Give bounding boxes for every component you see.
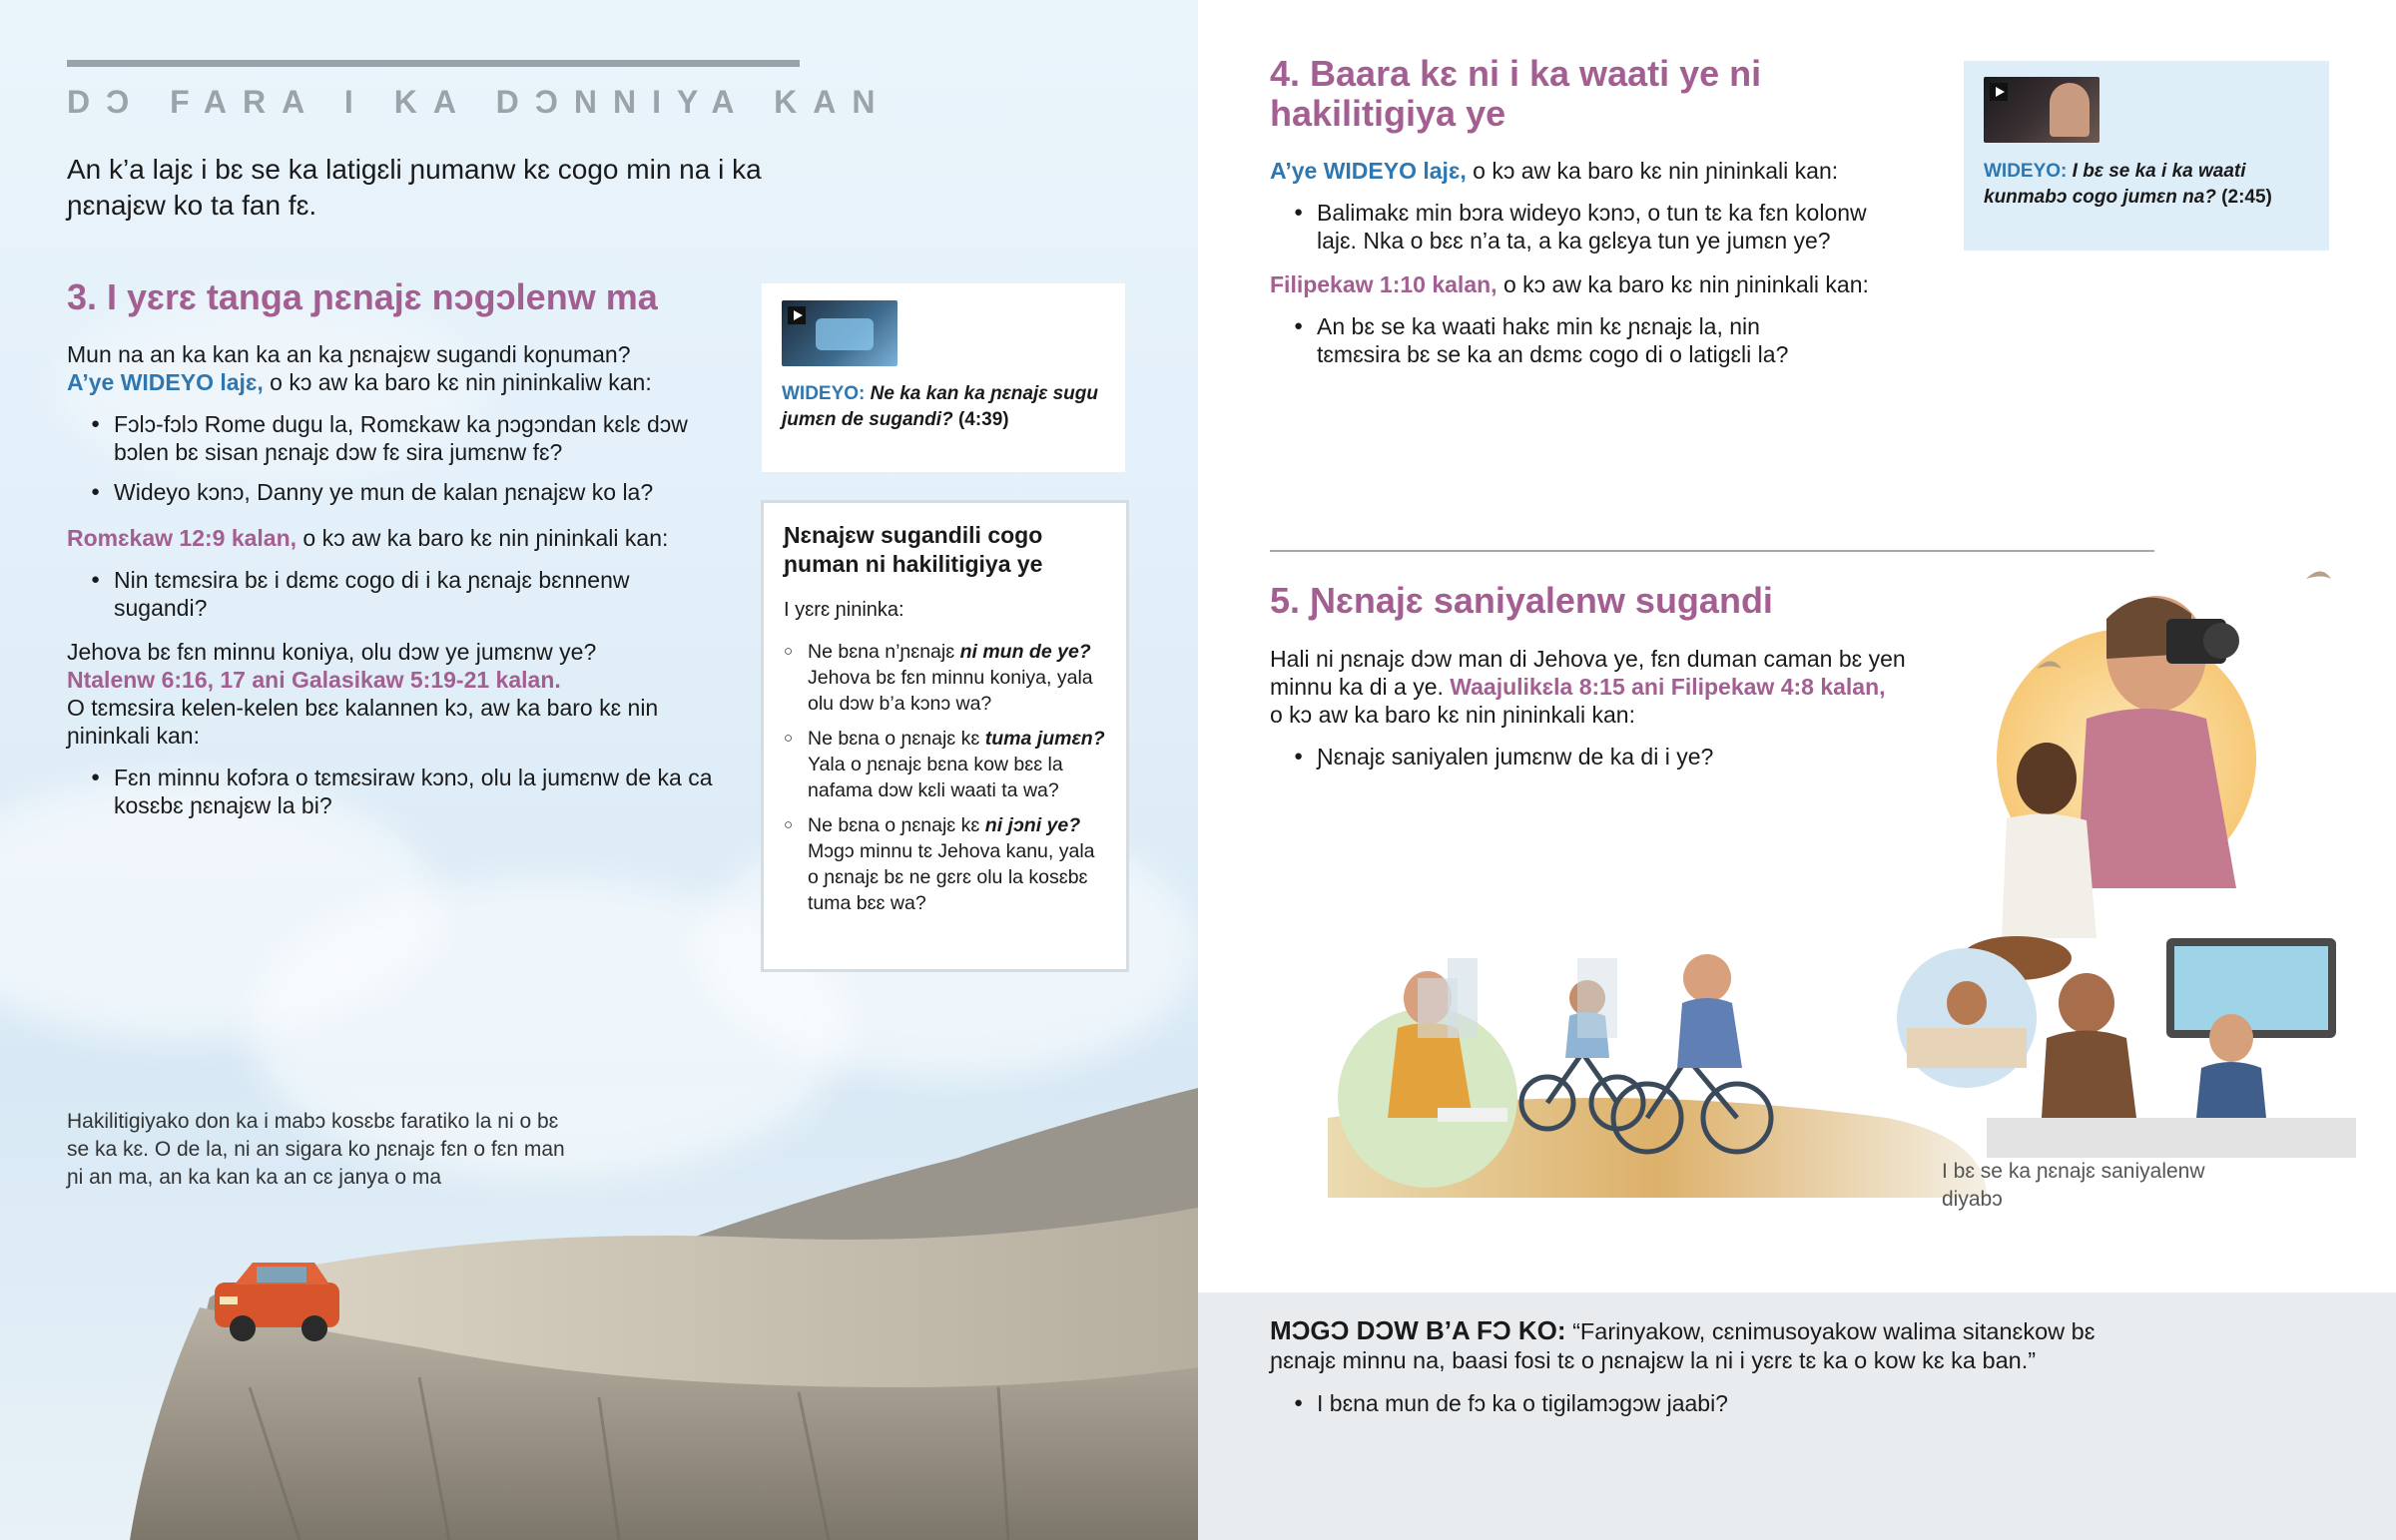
list-item: ● Ɲɛnajɛ saniyalen jumɛnw de ka di i ye? [1270,743,1929,770]
video-card-1[interactable] [762,283,1125,472]
top-rule [67,60,800,67]
watch-video-link[interactable]: A’ye WIDEYO lajɛ, [67,369,264,395]
intro-text: An k’a lajɛ i bɛ se ka latigɛli ɲumanw kɛ cogo min na i ka ɲɛnajɛw ko ta fan fɛ. [67,154,762,221]
list-item: ● An bɛ se ka waati hakɛ min kɛ ɲɛnajɛ la, nin tɛmɛsira bɛ se ka an dɛmɛ cogo di o latigɛli la? [1270,312,1849,368]
video-caption: WIDEYO: Ne ka kan ka ɲɛnajɛ sugu jumɛn de sugandi? (4:39) [782,383,1098,430]
objection-text: MƆGƆ DƆW B’A FƆ KO: “Farinyakow, cɛnimusoyakow walima sitanɛkow bɛ ɲɛnajɛ minnu na, baasi fosi tɛ o ɲɛnajɛw la ni i yɛrɛ tɛ ka o kow kɛ ka ban.” [1270,1315,2096,1373]
sidebox-list [784,639,1106,916]
section3-p1-line: A’ye WIDEYO lajɛ, o kɔ aw ka baro kɛ nin ɲininkaliw kan: [67,369,652,395]
section3-p3-tail: O tɛmɛsira kelen-kelen bɛɛ kalannen kɔ, aw ka baro kɛ nin ɲininkali kan: [67,695,659,749]
scripture-link-romans[interactable]: Romɛkaw 12:9 kalan, [67,525,298,551]
image-caption-right: I bɛ se ka ɲɛnajɛ saniyalenw diyabɔ [1942,1160,2205,1211]
video-caption: WIDEYO: I bɛ se ka i ka waati kunmabɔ cogo jumɛn na? (2:45) [1984,161,2272,208]
video-card-2[interactable] [1964,61,2329,251]
scripture-link-ecclesiastes-philippians[interactable]: Waajulikɛla 8:15 ani Filipekaw 4:8 kalan, [1450,674,1886,700]
play-icon [1990,83,2008,101]
section4-body [1270,157,1909,380]
section5-title: 5. Ɲɛnajɛ saniyalenw sugandi [1270,580,1773,621]
eyebrow-title: DƆ FARA I KA DƆNNIYA KAN [67,84,892,120]
sidebox-title: Ɲɛnajɛw sugandili cogo ɲuman ni hakilitigiya ye [784,522,1043,577]
list-item: ○ Ne bɛna n’ɲɛnajɛ ni mun de ye? Jehova bɛ fɛn minnu koniya, yala olu dɔw b’a kɔnɔ wa? [784,639,1106,717]
section4-bullets2 [1270,312,1849,368]
image-caption-left: Hakilitigiyako don ka i mabɔ kosɛbɛ faratiko la ni o bɛ se ka kɛ. O de la, ni an sigara ko ɲɛnajɛ fɛn o fɛn man ɲi an ma, an ka kan ka an cɛ janya o ma [67,1110,565,1189]
objection-box [1270,1316,2148,1429]
sidebox-guidelines [761,500,1129,972]
list-item: ● Nin tɛmɛsira bɛ i dɛmɛ cogo di i ka ɲɛnajɛ bɛnnenw sugandi? [67,566,726,622]
section4-p1: A’ye WIDEYO lajɛ, o kɔ aw ka baro kɛ nin ɲininkali kan: [1270,158,1839,184]
section-divider [1270,550,2154,552]
section3-p2: Romɛkaw 12:9 kalan, o kɔ aw ka baro kɛ nin ɲininkali kan: [67,525,669,551]
video-thumbnail[interactable] [782,300,898,366]
objection-bullets [1270,1389,2148,1417]
section4-p2: Filipekaw 1:10 kalan, o kɔ aw ka baro kɛ nin ɲininkali kan: [1270,271,1869,297]
section4-title: 4. Baara kɛ ni i ka waati ye ni hakilitigiya ye [1270,53,1762,134]
list-item: ● Fɛn minnu kofɔra o tɛmɛsiraw kɔnɔ, olu la jumɛnw de ka ca kosɛbɛ ɲɛnajɛw la bi? [67,764,726,819]
list-item: ● Fɔlɔ-fɔlɔ Rome dugu la, Romɛkaw ka ɲɔgɔndan kɛlɛ dɔw bɔlen bɛ sisan ɲɛnajɛ dɔw fɛ sira jumɛnw fɛ? [67,410,726,466]
list-item: ● Balimakɛ min bɔra wideyo kɔnɔ, o tun tɛ ka fɛn kolonw lajɛ. Nka o bɛɛ n’a ta, a ka gɛlɛya tun ye jumɛn ye? [1270,199,1909,255]
section3-p1: Mun na an ka kan ka an ka ɲɛnajɛw sugandi koɲuman? [67,341,631,367]
list-item: ● I bɛna mun de fɔ ka o tigilamɔgɔw jaabi? [1270,1389,2148,1417]
section3-p3: Jehova bɛ fɛn minnu koniya, olu dɔw ye jumɛnw ye? [67,639,597,665]
list-item: ○ Ne bɛna o ɲɛnajɛ kɛ tuma jumɛn? Yala o ɲɛnajɛ bɛna kow bɛɛ la nafama dɔw kɛli waati ta wa? [784,726,1106,803]
section3-title: 3. I yɛrɛ tanga ɲɛnajɛ nɔgɔlenw ma [67,276,658,317]
section5-p1-tail: o kɔ aw ka baro kɛ nin ɲininkali kan: [1270,702,1635,728]
list-item: ● Wideyo kɔnɔ, Danny ye mun de kalan ɲɛnajɛw ko la? [67,478,726,506]
objection-label: MƆGƆ DƆW B’A FƆ KO: [1270,1315,1566,1345]
scripture-link-proverbs-galatians[interactable]: Ntalenw 6:16, 17 ani Galasikaw 5:19-21 kalan. [67,667,561,693]
sidebox-subtitle: I yɛrɛ ɲininka: [784,599,904,621]
video-thumbnail[interactable] [1984,77,2099,143]
list-item: ○ Ne bɛna o ɲɛnajɛ kɛ ni jɔni ye? Mɔgɔ minnu tɛ Jehova kanu, yala o ɲɛnajɛ bɛ ne gɛrɛ olu la kosɛbɛ tuma bɛɛ wa? [784,812,1106,916]
watch-video-link[interactable]: A’ye WIDEYO lajɛ, [1270,158,1467,184]
section3-bullets3 [67,764,726,819]
section3-body [67,340,726,831]
section5-p1: Hali ni ɲɛnajɛ dɔw man di Jehova ye, fɛn duman caman bɛ yen minnu ka di a ye. Waajulikɛla 8:15 ani Filipekaw 4:8 kalan, [1270,646,1906,700]
section3-bullets2 [67,566,726,622]
section3-bullets1 [67,410,726,506]
scripture-link-philippians[interactable]: Filipekaw 1:10 kalan, [1270,271,1498,297]
section4-bullets1 [1270,199,1909,255]
play-icon [788,306,806,324]
